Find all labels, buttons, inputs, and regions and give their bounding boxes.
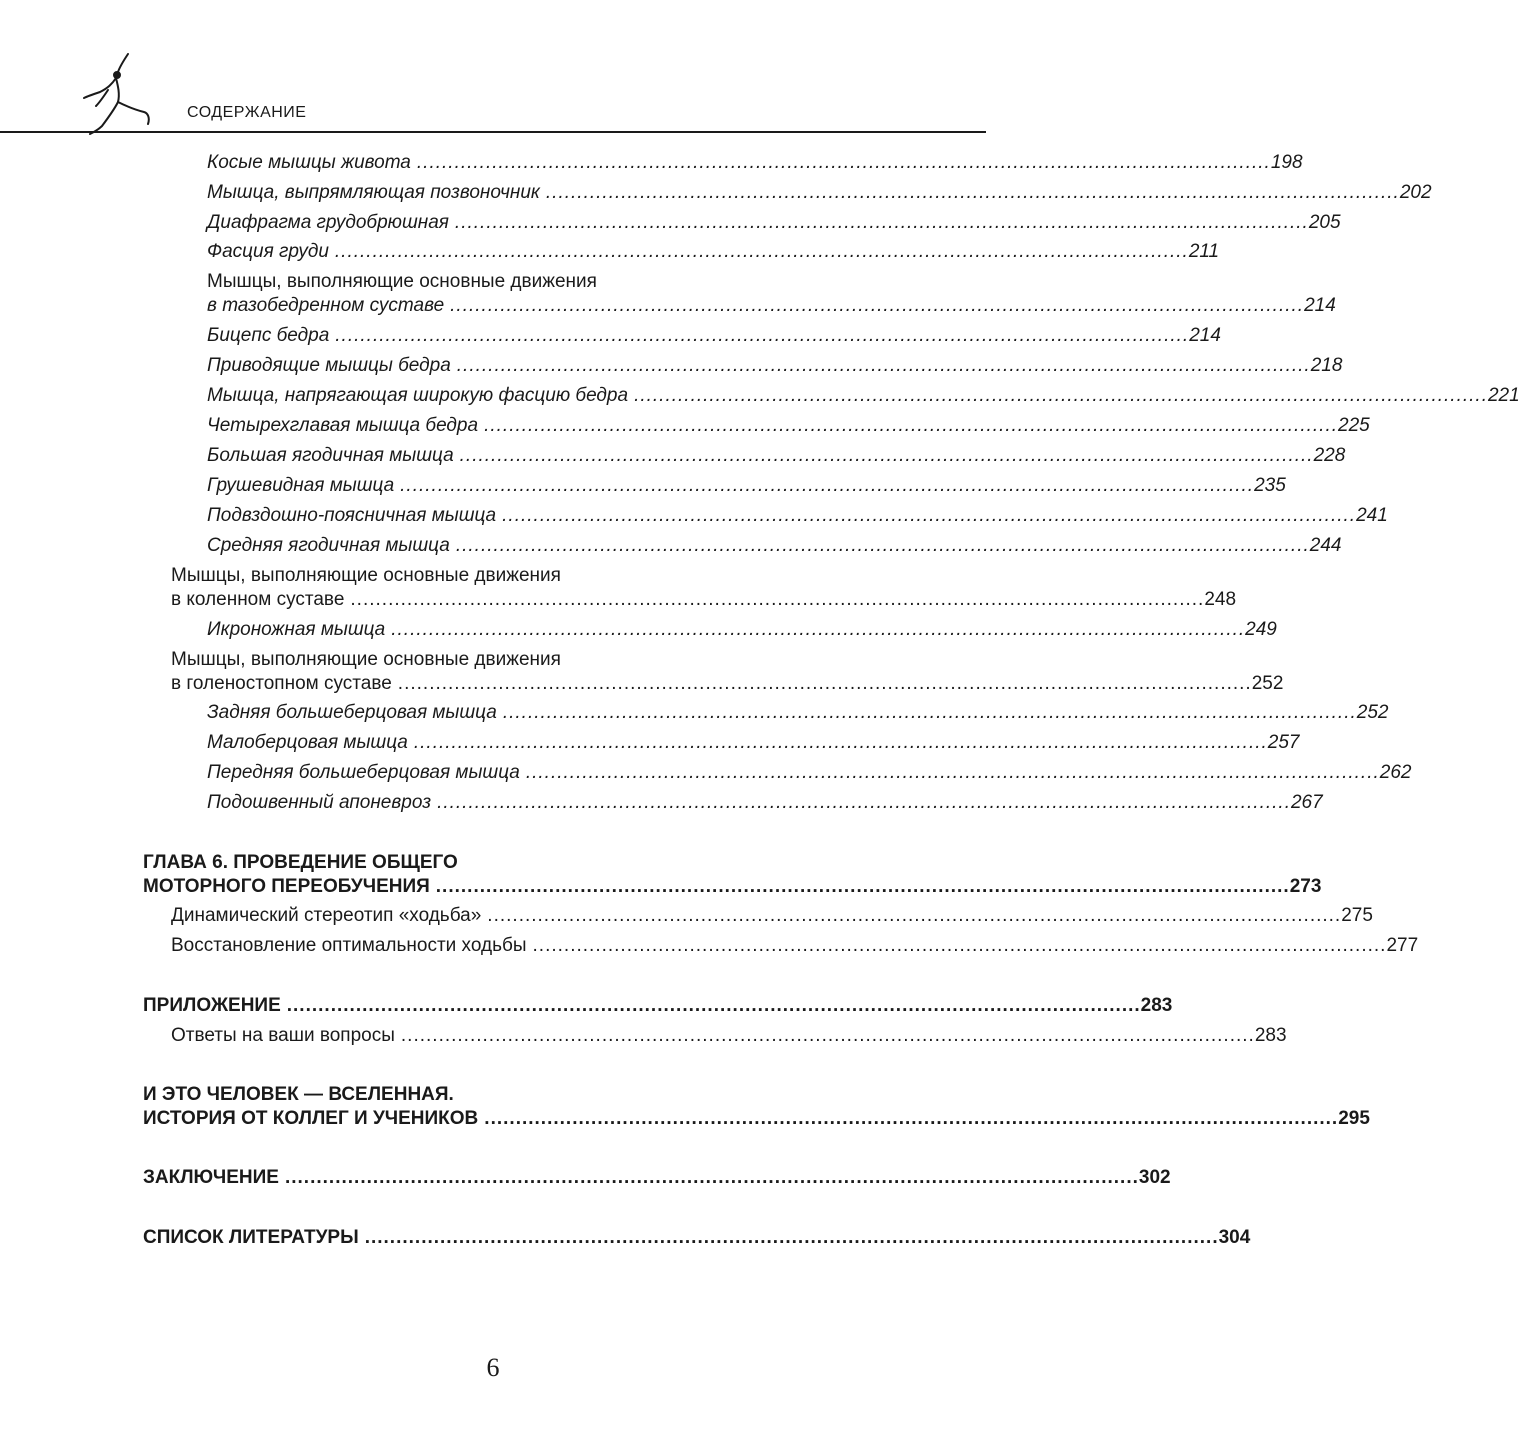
toc-label: Подвздошно-поясничная мышца	[207, 505, 497, 526]
toc-label: Ответы на ваши вопросы	[171, 1025, 395, 1046]
toc-entry[interactable]	[171, 1024, 1287, 1048]
leader-dots: ........................................................................................................................................	[284, 1167, 1139, 1188]
leader-dots: ........................................................................................................................................	[413, 732, 1268, 753]
toc-entry[interactable]	[171, 648, 1284, 696]
toc-label: ИСТОРИЯ ОТ КОЛЛЕГ И УЧЕНИКОВ	[143, 1108, 479, 1129]
toc-label: Средняя ягодичная мышца	[207, 535, 450, 556]
toc-label: в коленном суставе	[171, 589, 345, 610]
toc-page: 241	[1356, 505, 1388, 526]
toc-label: в тазобедренном суставе	[207, 295, 445, 316]
toc-label: Икроножная мышца	[207, 619, 386, 640]
toc-entry[interactable]	[207, 211, 1341, 235]
toc-entry[interactable]	[171, 934, 1419, 958]
toc-chapter[interactable]	[143, 851, 1322, 899]
toc-entry[interactable]	[207, 270, 1336, 318]
toc-entry[interactable]	[207, 761, 1412, 785]
toc-page: 211	[1188, 241, 1220, 262]
dancer-icon	[78, 50, 158, 138]
toc-label: Передняя большеберцовая мышца	[207, 762, 520, 783]
leader-dots: ........................................................................................................................................	[455, 535, 1310, 556]
toc-label: Малоберцовая мышца	[207, 732, 408, 753]
toc-entry[interactable]	[207, 444, 1346, 468]
toc-label: Диафрагма грудобрюшная	[207, 212, 449, 233]
leader-dots: ........................................................................................................................................	[400, 475, 1255, 496]
page-number: 6	[486, 1353, 500, 1382]
page-header	[0, 0, 986, 140]
toc-label: Мышца, выпрямляющая позвоночник	[207, 182, 540, 203]
toc-entry[interactable]	[207, 791, 1323, 815]
toc-chapter[interactable]	[143, 1226, 1251, 1250]
toc-label: Мышца, напрягающая широкую фасцию бедра	[207, 385, 629, 406]
leader-dots: ........................................................................................................................................	[634, 385, 1488, 406]
toc-page: 202	[1399, 182, 1432, 203]
leader-dots: ........................................................................................................................................	[416, 152, 1271, 173]
toc-entry[interactable]	[207, 701, 1389, 725]
toc-label: Грушевидная мышца	[207, 475, 395, 496]
toc-label: Фасция груди	[207, 241, 329, 262]
toc-entry[interactable]	[207, 534, 1342, 558]
toc-label: ПРИЛОЖЕНИЕ	[143, 995, 281, 1016]
toc-label: Задняя большеберцовая мышца	[207, 702, 497, 723]
toc-page: 249	[1245, 619, 1277, 640]
toc-page: 275	[1341, 905, 1373, 926]
toc-entry[interactable]	[207, 474, 1286, 498]
toc-page: 235	[1254, 475, 1286, 496]
toc-label: СПИСОК ЛИТЕРАТУРЫ	[143, 1227, 359, 1248]
toc-entry[interactable]	[207, 731, 1300, 755]
leader-dots: ........................................................................................................................................	[286, 995, 1141, 1016]
toc-page: 214	[1304, 295, 1336, 316]
leader-dots: ........................................................................................................................................	[334, 241, 1189, 262]
leader-dots: ........................................................................................................................................	[532, 935, 1387, 956]
toc-entry[interactable]	[207, 504, 1388, 528]
toc-chapter[interactable]	[143, 1166, 1171, 1190]
leader-dots: ........................................................................................................................................	[459, 445, 1314, 466]
toc-label: Динамический стереотип «ходьба»	[171, 905, 482, 926]
toc-page: 295	[1338, 1108, 1370, 1129]
toc-label: Бицепс бедра	[207, 325, 330, 346]
leader-dots: ........................................................................................................................................	[400, 1025, 1255, 1046]
toc-page: 225	[1338, 415, 1370, 436]
toc-entry[interactable]	[207, 354, 1343, 378]
toc-page: 277	[1386, 935, 1419, 956]
toc-page: 302	[1138, 1167, 1171, 1188]
leader-dots: ........................................................................................................................................	[364, 1227, 1219, 1248]
leader-dots: ........................................................................................................................................	[545, 182, 1400, 203]
toc-entry[interactable]	[207, 618, 1277, 642]
toc-label: Подошвенный апоневроз	[207, 792, 432, 813]
toc-label-line1: Мышцы, выполняющие основные движения	[207, 271, 597, 292]
toc-label: в голеностопном суставе	[171, 673, 392, 694]
leader-dots: ........................................................................................................................................	[525, 762, 1380, 783]
toc-label: Четырехглавая мышца бедра	[207, 415, 479, 436]
toc-label-line1: Мышцы, выполняющие основные движения	[171, 565, 561, 586]
toc-page: 257	[1267, 732, 1300, 753]
toc-chapter[interactable]	[143, 994, 1173, 1018]
leader-dots: ........................................................................................................................................	[335, 325, 1190, 346]
toc-page: 198	[1270, 152, 1303, 173]
toc-page: 252	[1356, 702, 1389, 723]
leader-dots: ........................................................................................................................................	[502, 702, 1357, 723]
toc-page: 262	[1379, 762, 1412, 783]
toc-page: 267	[1290, 792, 1323, 813]
toc-page: 205	[1308, 212, 1341, 233]
toc-entry[interactable]	[207, 324, 1221, 348]
toc-page: 214	[1189, 325, 1221, 346]
toc-page: 221	[1487, 385, 1520, 406]
toc-entry[interactable]	[207, 414, 1370, 438]
toc-page: 244	[1309, 535, 1342, 556]
leader-dots: ........................................................................................................................................	[435, 876, 1290, 897]
toc-label-line1: ГЛАВА 6. ПРОВЕДЕНИЕ ОБЩЕГО	[143, 852, 458, 873]
toc-entry[interactable]	[207, 240, 1220, 264]
toc-label-line1: И ЭТО ЧЕЛОВЕК — ВСЕЛЕННАЯ.	[143, 1084, 454, 1105]
leader-dots: ........................................................................................................................................	[487, 905, 1342, 926]
toc-entry[interactable]	[171, 904, 1373, 928]
toc-page: 304	[1218, 1227, 1251, 1248]
toc-entry[interactable]	[207, 384, 1520, 408]
toc-chapter[interactable]	[143, 1083, 1370, 1131]
toc-page: 273	[1289, 876, 1322, 897]
toc-label: Приводящие мышцы бедра	[207, 355, 451, 376]
toc-label-line1: Мышцы, выполняющие основные движения	[171, 649, 561, 670]
toc-label: ЗАКЛЮЧЕНИЕ	[143, 1167, 279, 1188]
leader-dots: ........................................................................................................................................	[484, 1108, 1339, 1129]
toc-entry[interactable]	[171, 564, 1237, 612]
leader-dots: ........................................................................................................................................	[502, 505, 1357, 526]
toc-label: МОТОРНОГО ПЕРЕОБУЧЕНИЯ	[143, 876, 430, 897]
toc-page: 283	[1254, 1025, 1287, 1046]
toc-label: Косые мышцы живота	[207, 152, 411, 173]
toc-label: Восстановление оптимальности ходьбы	[171, 935, 527, 956]
toc-page: 218	[1310, 355, 1343, 376]
leader-dots: ........................................................................................................................................	[397, 673, 1252, 694]
leader-dots: ........................................................................................................................................	[484, 415, 1338, 436]
toc-entry[interactable]	[207, 151, 1303, 175]
header-divider	[0, 131, 986, 133]
toc-entry[interactable]	[207, 181, 1432, 205]
leader-dots: ........................................................................................................................................	[456, 355, 1311, 376]
leader-dots: ........................................................................................................................................	[437, 792, 1291, 813]
toc-label: Большая ягодичная мышца	[207, 445, 454, 466]
toc-page: 283	[1140, 995, 1173, 1016]
leader-dots: ........................................................................................................................................	[350, 589, 1205, 610]
toc-page: 248	[1204, 589, 1237, 610]
leader-dots: ........................................................................................................................................	[450, 295, 1305, 316]
section-title: СОДЕРЖАНИЕ	[187, 104, 307, 121]
leader-dots: ........................................................................................................................................	[454, 212, 1309, 233]
toc-page: 228	[1313, 445, 1346, 466]
toc-page: 252	[1251, 673, 1284, 694]
leader-dots: ........................................................................................................................................	[391, 619, 1246, 640]
